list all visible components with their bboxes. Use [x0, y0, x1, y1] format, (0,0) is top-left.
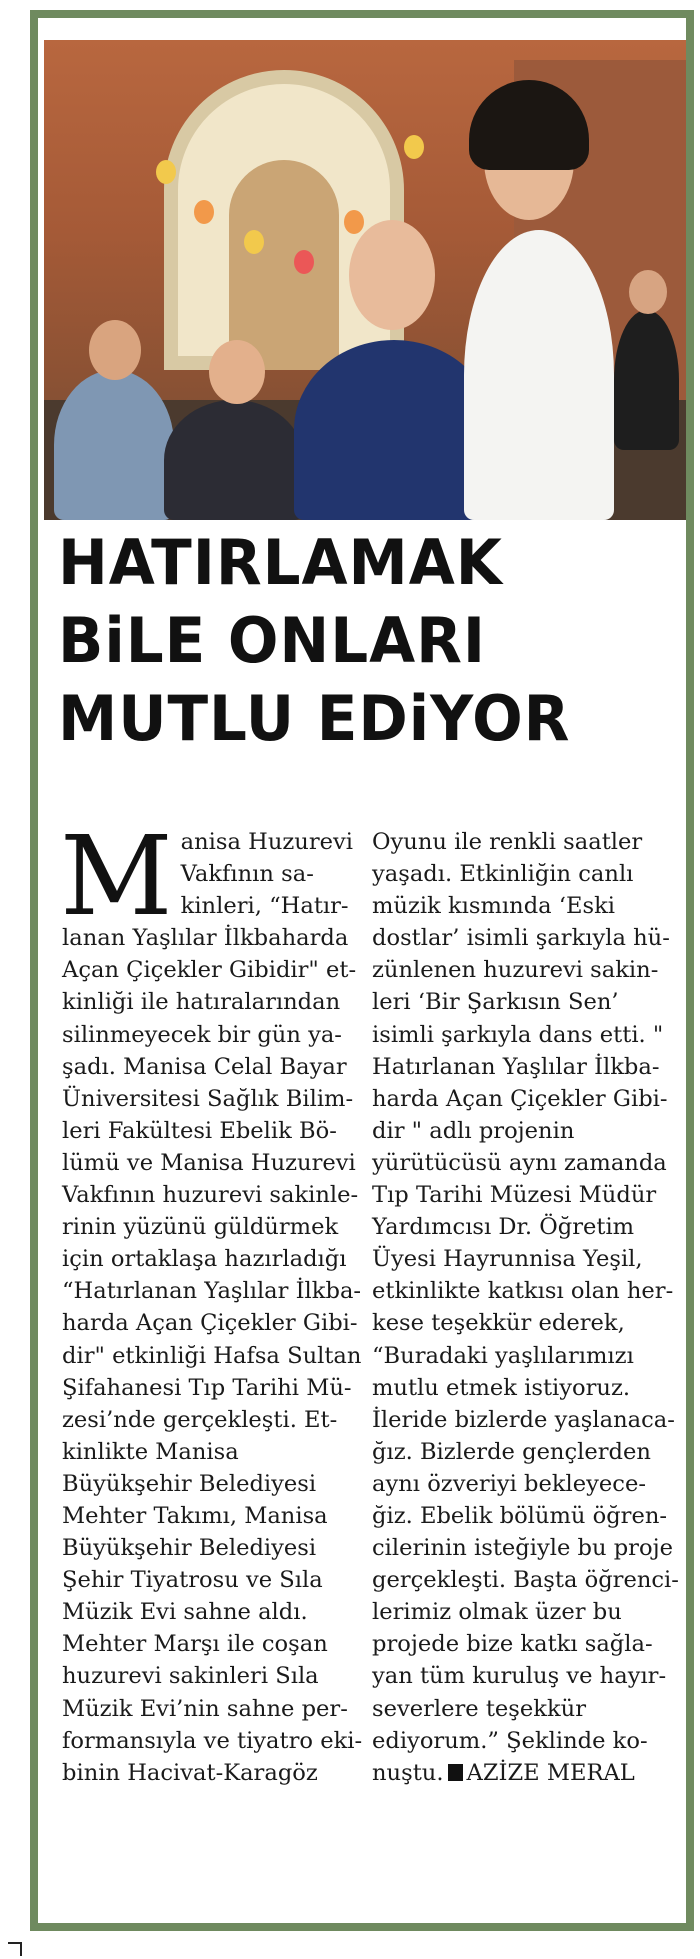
photo-person-head — [209, 340, 265, 404]
photo-person-woman-seated — [164, 400, 304, 520]
text-line: etkinlikte katkısı olan her- — [372, 1278, 674, 1305]
text-line: yürütücüsü aynı zamanda — [372, 1149, 667, 1176]
crop-mark — [8, 1942, 22, 1956]
headline-line-2: BiLE ONLARI — [58, 604, 487, 677]
headline-line-1: HATIRLAMAK — [58, 526, 503, 599]
text-line: ğız. Bizlerde gençlerden — [372, 1438, 651, 1465]
article-column-left — [60, 812, 363, 1789]
text-line: kinleri, “Hatır- — [180, 893, 349, 920]
text-line: dir " adlı projenin — [372, 1117, 575, 1144]
text-line: Büyükşehir Belediyesi — [62, 1470, 317, 1497]
text-line: Yardımcısı Dr. Öğretim — [372, 1214, 635, 1241]
text-line: müzik kısmında ‘Eski — [372, 893, 615, 920]
text-line: yaşadı. Etkinliğin canlı — [372, 861, 634, 888]
text-line: “Hatırlanan Yaşlılar İlkba- — [62, 1278, 362, 1305]
article-photo — [44, 40, 688, 520]
text-line: formansıyla ve tiyatro eki- — [62, 1727, 363, 1754]
photo-balloon — [194, 200, 214, 224]
text-line: ediyorum.” Şeklinde ko- — [372, 1727, 648, 1754]
text-line: kese teşekkür ederek, — [372, 1310, 625, 1337]
text-line: yan tüm kuruluş ve hayır- — [372, 1663, 667, 1690]
text-line: şadı. Manisa Celal Bayar — [62, 1053, 347, 1080]
text-line: Tıp Tarihi Müzesi Müdür — [372, 1182, 657, 1209]
text-line: Vakfının sa- — [180, 861, 314, 888]
text-line: Mehter Takımı, Manisa — [62, 1502, 328, 1529]
text-line: dir" etkinliği Hafsa Sultan — [62, 1342, 362, 1369]
photo-person-head — [629, 270, 667, 314]
photo-balloon — [294, 250, 314, 274]
photo-balloon — [244, 230, 264, 254]
text-line: zünlenen huzurevi sakin- — [372, 957, 659, 984]
paragraph — [372, 826, 679, 1789]
text-line: Vakfının huzurevi sakinle- — [62, 1182, 359, 1209]
text-line: gerçekleşti. Başta öğrenci- — [372, 1567, 679, 1594]
paragraph — [60, 812, 363, 1789]
text-line: Açan Çiçekler Gibidir" et- — [62, 957, 357, 984]
text-line: anisa Huzurevi — [180, 829, 354, 855]
photo-arch-doorway — [229, 160, 339, 370]
photo-person-man — [54, 370, 174, 520]
text-line: cilerinin isteğiyle bu proje — [372, 1535, 673, 1562]
newspaper-clipping — [30, 10, 694, 1931]
text-line: kinliği ile hatıralarından — [62, 989, 341, 1016]
text-line: huzurevi sakinleri Sıla — [62, 1663, 319, 1690]
text-line: ğiz. Ebelik bölümü öğren- — [372, 1502, 668, 1529]
text-line: rinin yüzünü güldürmek — [62, 1214, 339, 1241]
text-line: Üniversitesi Sağlık Bilim- — [62, 1085, 354, 1112]
text-line: “Buradaki yaşlılarımızı — [372, 1342, 634, 1369]
text-line: mutlu etmek istiyoruz. — [372, 1374, 631, 1401]
text-line: Müzik Evi sahne aldı. — [62, 1599, 308, 1626]
photo-balloon — [404, 135, 424, 159]
text-line: lerimiz olmak üzer bu — [372, 1599, 622, 1626]
author-name: AZİZE MERAL — [466, 1759, 635, 1786]
text-line: için ortaklaşa hazırladığı — [62, 1246, 347, 1273]
text-line: dostlar’ isimli şarkıyla hü- — [372, 925, 670, 952]
text-line: Büyükşehir Belediyesi — [62, 1535, 317, 1562]
photo-person-head — [349, 220, 435, 330]
text-line: Üyesi Hayrunnisa Yeşil, — [372, 1246, 643, 1273]
text-line: zesi’nde gerçekleşti. Et- — [62, 1406, 338, 1433]
article-headline — [58, 524, 663, 758]
article-column-right — [372, 826, 679, 1789]
text-line: Oyunu ile renkli saatler — [372, 829, 643, 855]
signature-line — [372, 1757, 672, 1789]
text-line: harda Açan Çiçekler Gibi- — [372, 1085, 668, 1112]
text-line: projede bize katkı sağla- — [372, 1631, 653, 1658]
photo-balloon — [156, 160, 176, 184]
text-line: Müzik Evi’nin sahne per- — [62, 1695, 348, 1722]
photo-person-head — [89, 320, 141, 380]
text-line: Mehter Marşı ile coşan — [62, 1631, 328, 1658]
text-line: leri ‘Bir Şarkısın Sen’ — [372, 989, 619, 1016]
text-line: lanan Yaşlılar İlkbaharda — [62, 925, 349, 952]
text-line: leri Fakültesi Ebelik Bö- — [62, 1117, 337, 1144]
text-line: silinmeyecek bir gün ya- — [62, 1021, 342, 1048]
text-line: İleride bizlerde yaşlanaca- — [372, 1406, 675, 1433]
square-bullet-icon — [448, 1764, 463, 1781]
text-line: lümü ve Manisa Huzurevi — [62, 1149, 356, 1176]
text-line: Şehir Tiyatrosu ve Sıla — [62, 1567, 323, 1594]
headline-line-3: MUTLU EDiYOR — [58, 682, 571, 755]
text-line: harda Açan Çiçekler Gibi- — [62, 1310, 358, 1337]
text-line: Hatırlanan Yaşlılar İlkba- — [372, 1053, 660, 1080]
text-line: Şifahanesi Tıp Tarihi Mü- — [62, 1374, 352, 1401]
photo-person-woman-white — [464, 230, 614, 520]
photo-person-background — [614, 310, 679, 450]
text-line: aynı özveriyi bekleyece- — [372, 1470, 646, 1497]
text-line: binin Hacivat-Karagöz — [62, 1759, 318, 1786]
text-line: severlere teşekkür — [372, 1695, 587, 1722]
drop-cap: M — [60, 812, 173, 940]
photo-balloon — [344, 210, 364, 234]
closing-text: nuştu. — [372, 1759, 444, 1786]
text-line: kinlikte Manisa — [62, 1438, 239, 1465]
text-line: isimli şarkıyla dans etti. " — [372, 1021, 664, 1048]
